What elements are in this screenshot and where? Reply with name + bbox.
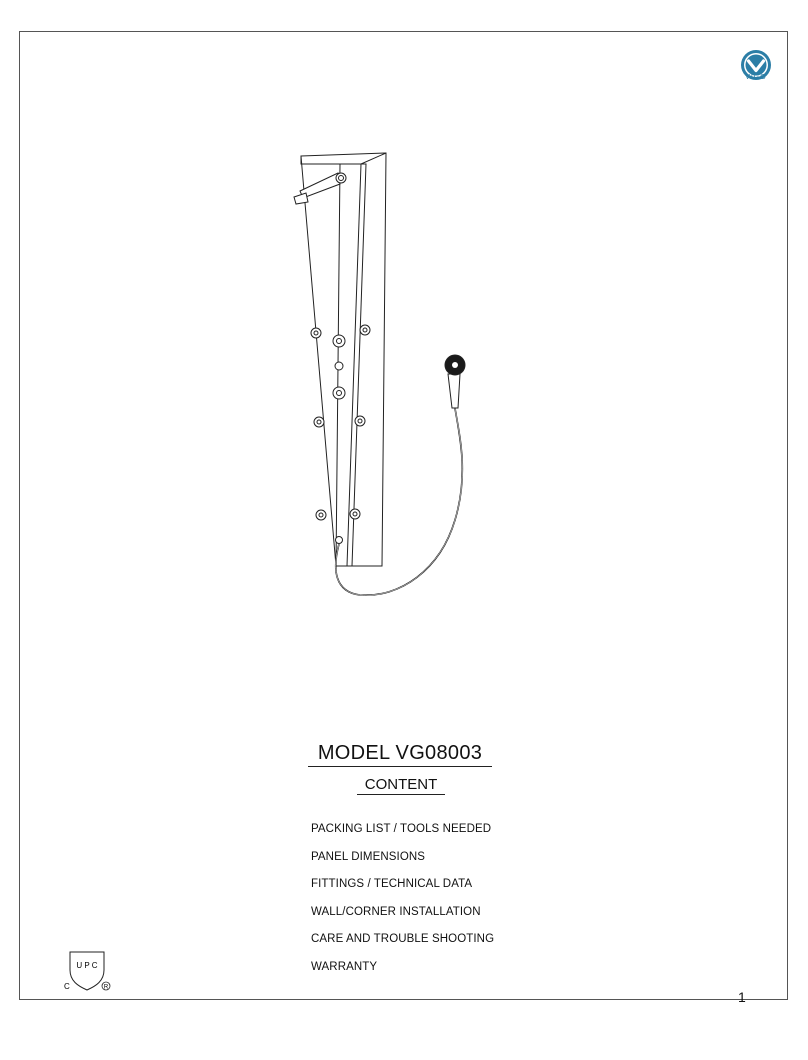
toc-item-panel-dimensions: PANEL DIMENSIONS	[311, 850, 426, 863]
toc-item-warranty: WARRANTY	[311, 960, 378, 973]
toc-item-installation: WALL/CORNER INSTALLATION	[311, 905, 481, 918]
page-number: 1	[738, 989, 746, 1005]
table-of-contents	[311, 822, 494, 988]
vigo-logo-icon	[738, 44, 774, 90]
toc-item-fittings: FITTINGS / TECHNICAL DATA	[311, 878, 473, 891]
model-title: MODEL VG08003	[308, 742, 492, 767]
svg-text:R: R	[103, 984, 109, 991]
content-heading: CONTENT	[357, 776, 445, 795]
toc-item-packing-list: PACKING LIST / TOOLS NEEDED	[311, 823, 492, 835]
toc-item-care: CARE AND TROUBLE SHOOTING	[311, 933, 495, 946]
logo-text: VIGO	[745, 74, 767, 81]
shower-panel-illustration	[280, 140, 500, 610]
svg-text:C: C	[64, 982, 70, 991]
svg-text:U P C: U P C	[76, 961, 98, 970]
upc-certification-icon	[62, 948, 112, 994]
